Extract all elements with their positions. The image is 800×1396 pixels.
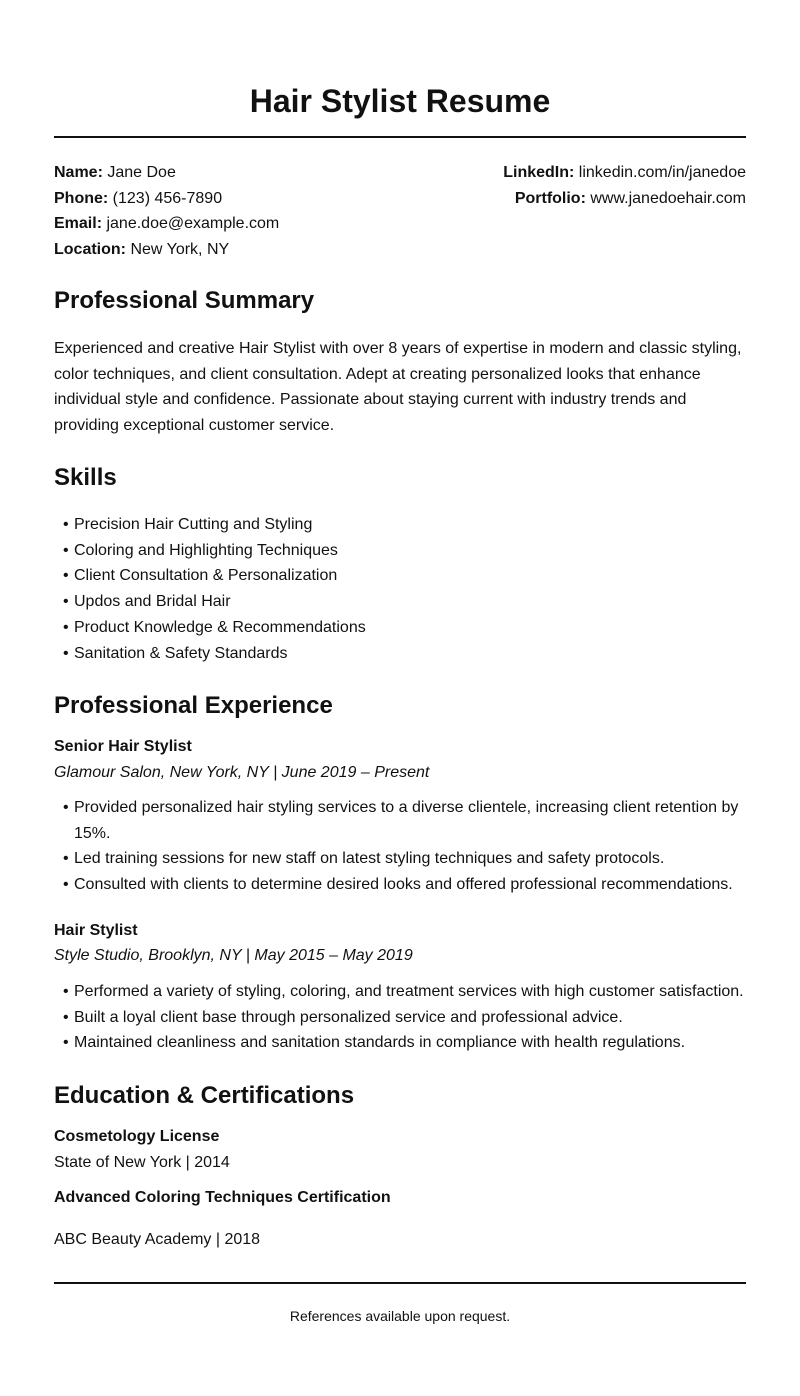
experience-heading: Professional Experience [54, 692, 333, 719]
phone-label: Phone: [54, 189, 109, 207]
job-bullets [54, 979, 764, 1056]
skill-item: • Updos and Bridal Hair [54, 589, 754, 615]
contact-name [54, 160, 279, 186]
education-title: Advanced Coloring Techniques Certification [54, 1189, 391, 1206]
skill-item: • Client Consultation & Personalization [54, 563, 754, 589]
linkedin-label: LinkedIn: [503, 164, 575, 181]
contact-phone [54, 186, 279, 212]
job-bullet: • Maintained cleanliness and sanitation standards in compliance with health regulations. [54, 1030, 764, 1056]
job-bullet: • Led training sessions for new staff on latest styling techniques and safety protocols. [54, 846, 754, 872]
page-title: Hair Stylist Resume [249, 83, 551, 119]
job-bullet: • Consulted with clients to determine desired looks and offered professional recommendations. [54, 872, 754, 898]
contact-linkedin [503, 160, 746, 186]
skill-item: • Sanitation & Safety Standards [54, 641, 754, 667]
education-meta: ABC Beauty Academy | 2018 [54, 1231, 261, 1248]
portfolio-label: Portfolio: [514, 189, 586, 207]
header-divider [54, 136, 746, 138]
name-value: Jane Doe [107, 164, 176, 181]
location-value: New York, NY [130, 240, 230, 258]
footer-divider [54, 1282, 746, 1284]
portfolio-value: www.janedoehair.com [590, 189, 746, 207]
job-bullet: • Provided personalized hair styling services to a diverse clientele, increasing client retention by 15%. [54, 795, 754, 846]
job-bullet: • Built a loyal client base through personalized service and professional advice. [54, 1005, 764, 1031]
skill-item: • Coloring and Highlighting Techniques [54, 538, 754, 564]
job-title: Hair Stylist [54, 922, 138, 939]
skills-heading: Skills [54, 464, 117, 491]
contact-location [54, 237, 279, 263]
skills-list [54, 512, 754, 666]
skill-item: • Precision Hair Cutting and Styling [54, 512, 754, 538]
job-bullets [54, 795, 754, 898]
job-meta: Glamour Salon, New York, NY | June 2019 – Present [54, 764, 430, 781]
email-value: jane.doe@example.com [106, 215, 280, 232]
contact-right [503, 160, 746, 211]
contact-email [54, 211, 279, 237]
footer-note: References available upon request. [289, 1308, 511, 1324]
job-meta: Style Studio, Brooklyn, NY | May 2015 – May 2019 [54, 947, 413, 964]
education-meta: State of New York | 2014 [54, 1154, 230, 1171]
email-label: Email: [54, 215, 103, 232]
name-label: Name: [54, 164, 103, 181]
job-bullet: • Performed a variety of styling, coloring, and treatment services with high customer satisfaction. [54, 979, 764, 1005]
summary-heading: Professional Summary [54, 287, 315, 314]
location-label: Location: [54, 240, 126, 258]
skill-item: • Product Knowledge & Recommendations [54, 615, 754, 641]
contact-portfolio [503, 186, 746, 212]
education-title: Cosmetology License [54, 1128, 220, 1145]
summary-text: Experienced and creative Hair Stylist with over 8 years of expertise in modern and classic styling, color techniques, and client consultation. Adept at creating personalized looks that enhance individual style and confidence. Passionate about staying current with industry trends and providing exceptional customer service. [54, 340, 742, 434]
phone-value: (123) 456-7890 [112, 189, 223, 207]
job-title: Senior Hair Stylist [54, 738, 192, 755]
contact-left [54, 160, 279, 262]
education-heading: Education & Certifications [54, 1082, 355, 1109]
linkedin-value: linkedin.com/in/janedoe [578, 164, 746, 181]
